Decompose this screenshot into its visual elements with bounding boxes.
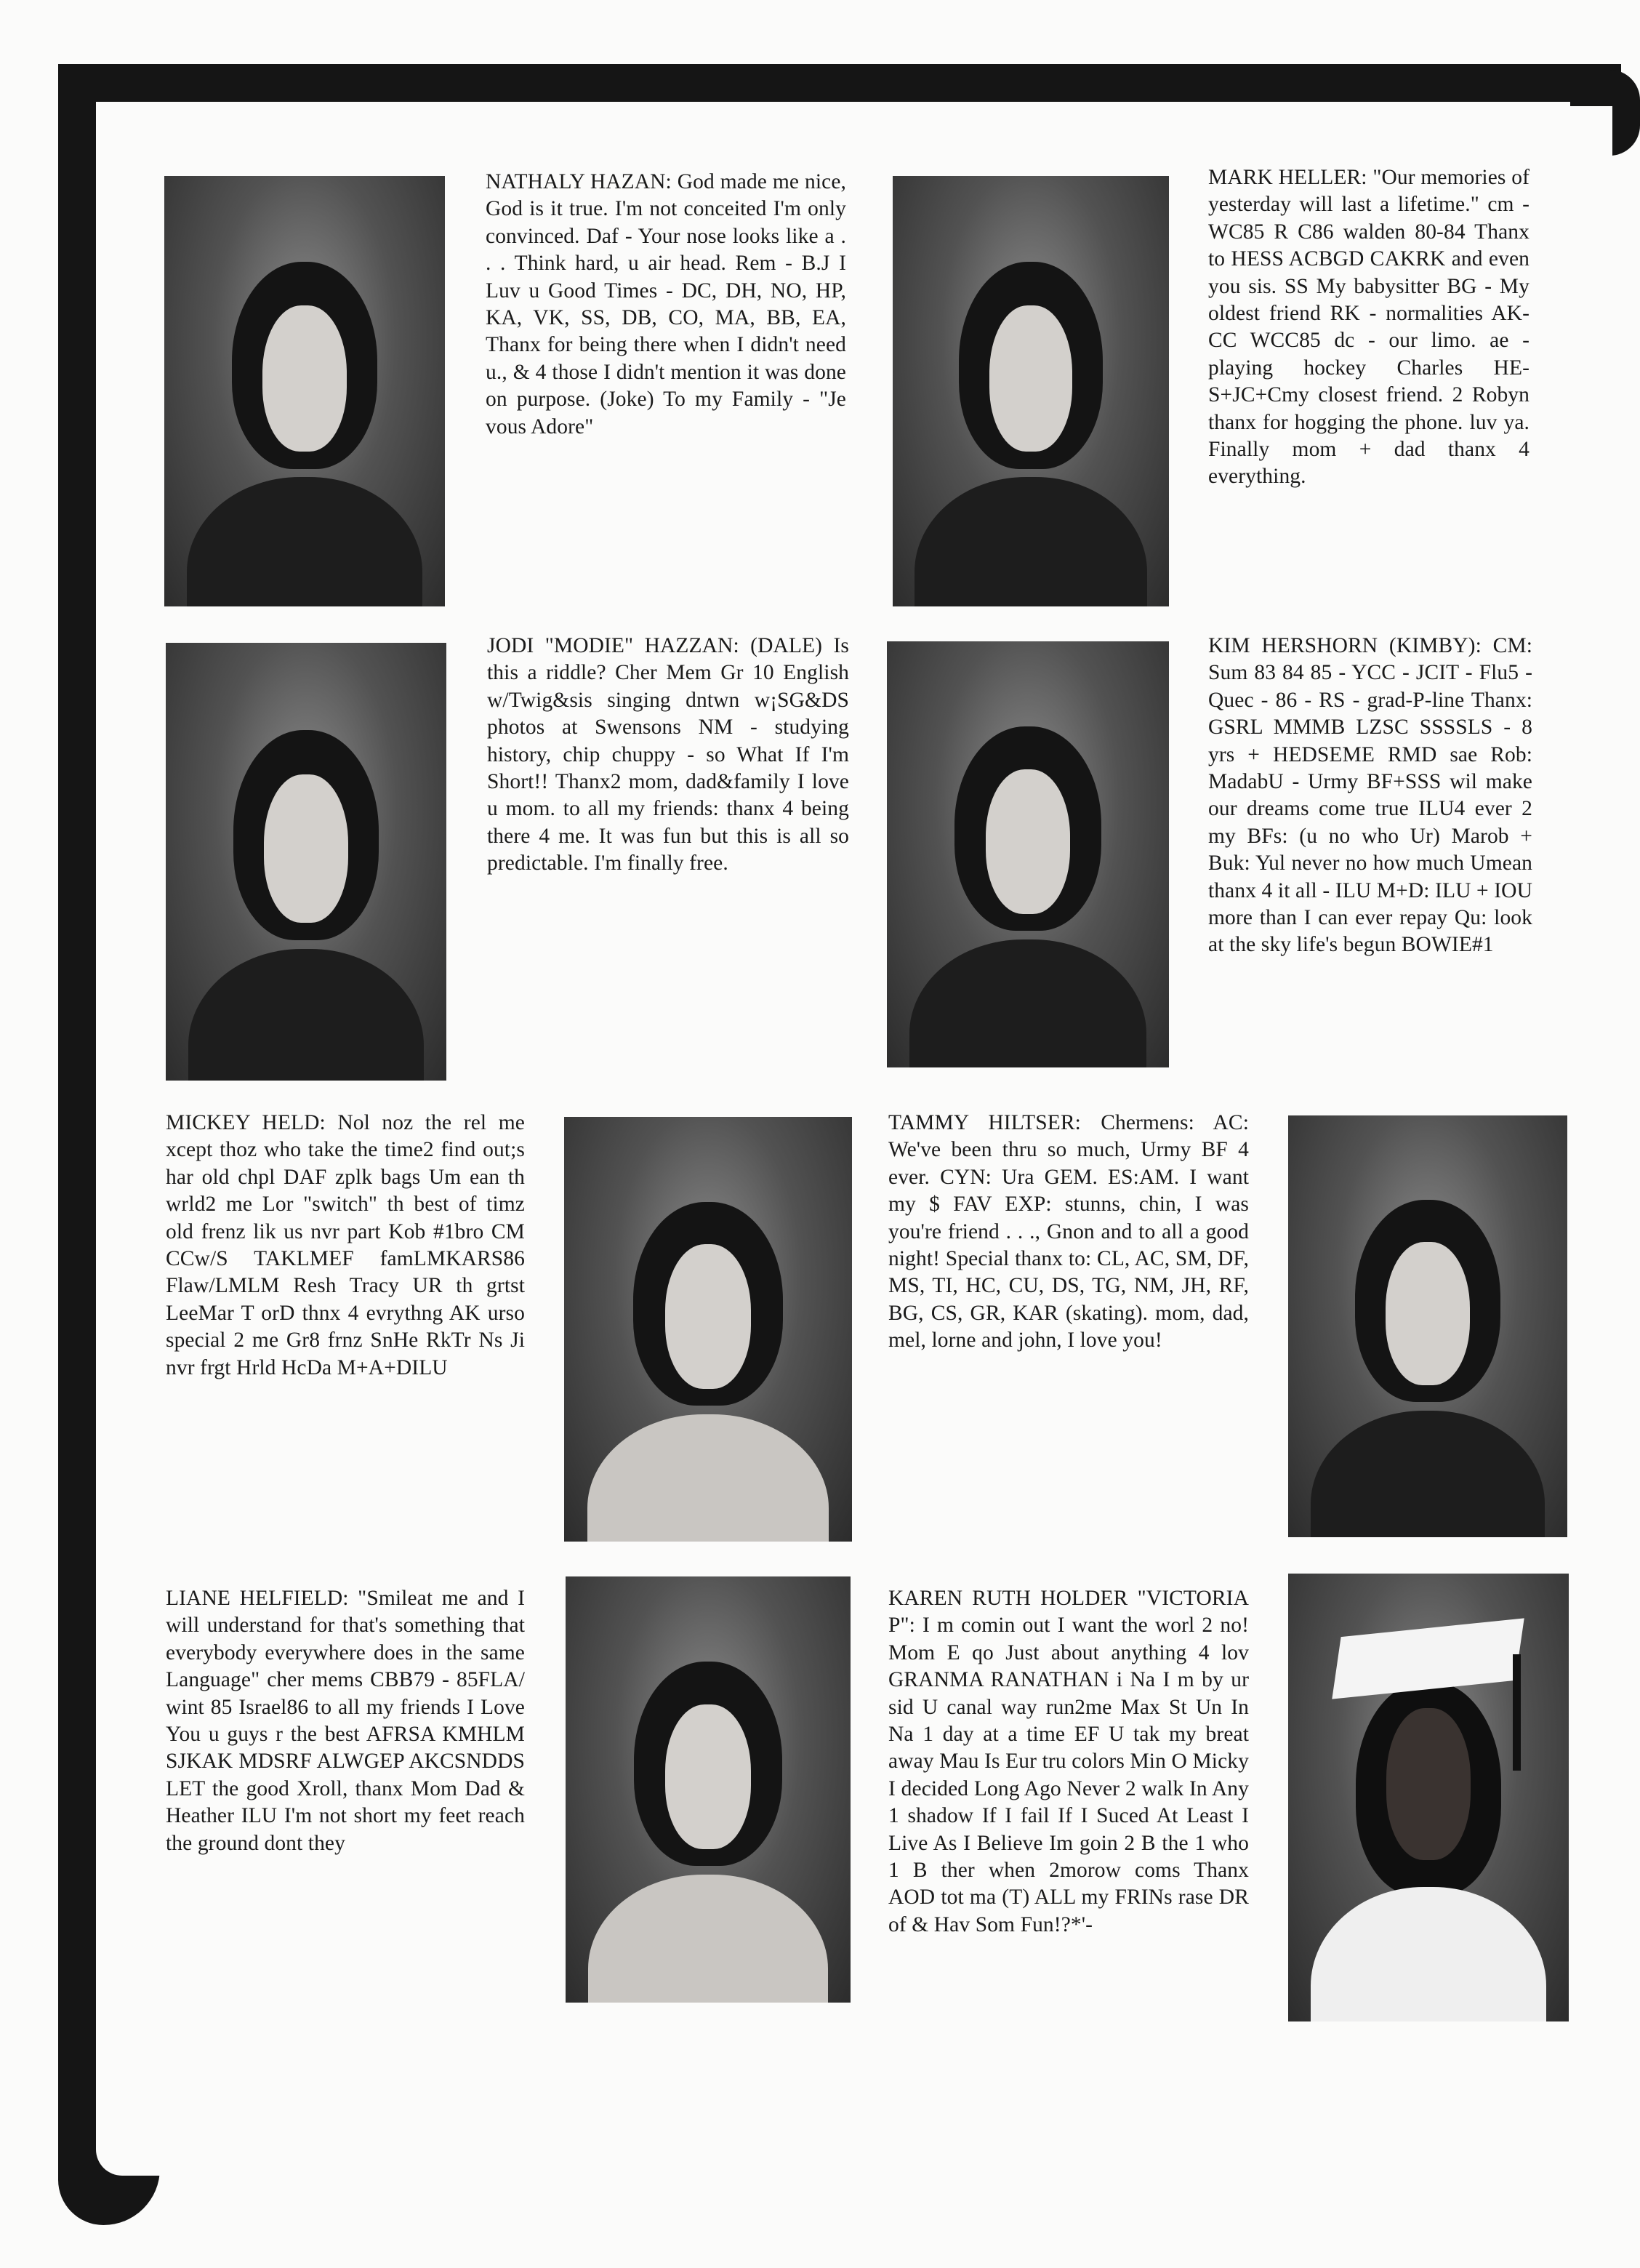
portrait-photo-liane-helfield [566, 1576, 851, 2003]
portrait-photo-kim-hershorn [887, 641, 1169, 1067]
bio-text-tammy-hiltser: TAMMY HILTSER: Chermens: AC: We've been thru so much, Urmy BF 4 ever. CYN: Ura GEM. ES:AM. I want my $ FAV EXP: stunns, chin, I was you're friend . . ., Gnon and to all a good night! Special thanx to: CL, AC, SM, DF, MS, TI, HC, CU, DS, TG, NM, JH, RF, BG, CS, GR, KAR (skating). mom, dad, mel, lorne and john, I love you! [888, 1111, 1249, 1353]
bio-text-kim-hershorn: KIM HERSHORN (KIMBY): CM: Sum 83 84 85 - YCC - JCIT - Flu5 - Quec - 86 - RS - grad-P-line Thanx: GSRL MMMB LZSC SSSSLS - 8 yrs + HEDSEME RMD sae Rob: MadabU - Urmy BF+SSS wil make our dreams come true ILU4 ever 2 my BFs: (u no who Ur) Marob + Buk: Yul never no how much Umean thanx 4 it all - ILU M+D: ILU + IOU more than I can ever repay Qu: look at the sky life's begun BOWIE#1 [1208, 634, 1532, 957]
portrait-photo-karen-ruth-holder [1288, 1574, 1569, 2021]
bio-text-jodi-hazzan: JODI "MODIE" HAZZAN: (DALE) Is this a riddle? Cher Mem Gr 10 English w/Twig&sis singing dntwn w¡SG&DS photos at Swensons NM - studying history, chip chuppy - so What If I'm Short!! Thanx2 mom, dad&family I love u mom. to all my friends: thanx 4 being there 4 me. It was fun but this is all so predictable. I'm finally free. [487, 634, 849, 875]
bio-text-nathaly-hazan: NATHALY HAZAN: God made me nice, God is it true. I'm not conceited I'm only convinced. Daf - Your nose looks like a . . . Think hard, u air head. Rem - B.J I Luv u Good Times - DC, DH, NO, HP, KA, VK, SS, DB, CO, MA, BB, EA, Thanx for being there when I didn't need u., & 4 those I didn't mention it was done on purpose. (Joke) To my Family - "Je vous Adore" [486, 170, 846, 438]
portrait-photo-nathaly-hazan [164, 176, 445, 606]
bio-text-mark-heller: MARK HELLER: "Our memories of yesterday will last a lifetime." cm - WC85 R C86 walden 80-84 Thanx to HESS ACBGD CAKRK and even you sis. SS My babysitter BG - My oldest friend RK - normalities AK-CC WCC85 dc - our limo. ae - playing hockey Charles HE-S+JC+Cmy closest friend. 2 Robyn thanx for hogging the phone. luv ya. Finally mom + dad thanx 4 everything. [1208, 166, 1530, 489]
portrait-photo-jodi-hazzan [166, 643, 446, 1081]
portrait-photo-mickey-held [564, 1117, 852, 1542]
portrait-photo-tammy-hiltser [1288, 1115, 1567, 1537]
page-border-top [58, 64, 1621, 102]
page-border-curl-bottom [58, 2138, 160, 2225]
bio-text-liane-helfield: LIANE HELFIELD: "Smileat me and I will understand for that's something that everybody everywhere does in the same Language" cher mems CBB79 - 85FLA/ wint 85 Israel86 to all my friends I Love You u guys r the best AFRSA KMHLM SJKAK MDSRF ALWGEP AKCSNDDS LET the good Xroll, thanx Mom Dad & Heather ILU I'm not short my feet reach the ground dont they [166, 1587, 525, 1855]
bio-text-karen-ruth-holder: KAREN RUTH HOLDER "VICTORIA P": I m comin out I want the worl 2 no! Mom E qo Just about anything 4 lov GRANMA RANATHAN i Na I m by ur sid U canal way run2me Max St Un In Na 1 day at a time EF U tak my breat away Mau Is Eur tru colors Min O Micky I decided Long Ago Never 2 walk In Any 1 shadow If I fail If I Suced At Least I Live As I Believe Im goin 2 B the 1 who 1 B ther when 2morow coms Thanx AOD tot ma (T) ALL my FRINs rase DR of & Hav Som Fun!?*'- [888, 1587, 1249, 1936]
portrait-photo-mark-heller [893, 176, 1169, 606]
page-border-left [58, 64, 96, 2173]
bio-text-mickey-held: MICKEY HELD: Nol noz the rel me xcept thoz who take the time2 find out;s har old chpl DAF zplk bags Um ean th wrld2 me Lor "switch" th best of timz old frenz lik us nvr part Kob #1bro CM CCw/S TAKLMEF famLMKARS86 Flaw/LMLM Resh Tracy UR th grtst LeeMar T orD thnx 4 evrythng AK urso special 2 me Gr8 frnz SnHe RkTr Ns Ji nvr frgt Hrld HcDa M+A+DILU [166, 1111, 525, 1379]
page-border-curl-top [1570, 70, 1640, 156]
